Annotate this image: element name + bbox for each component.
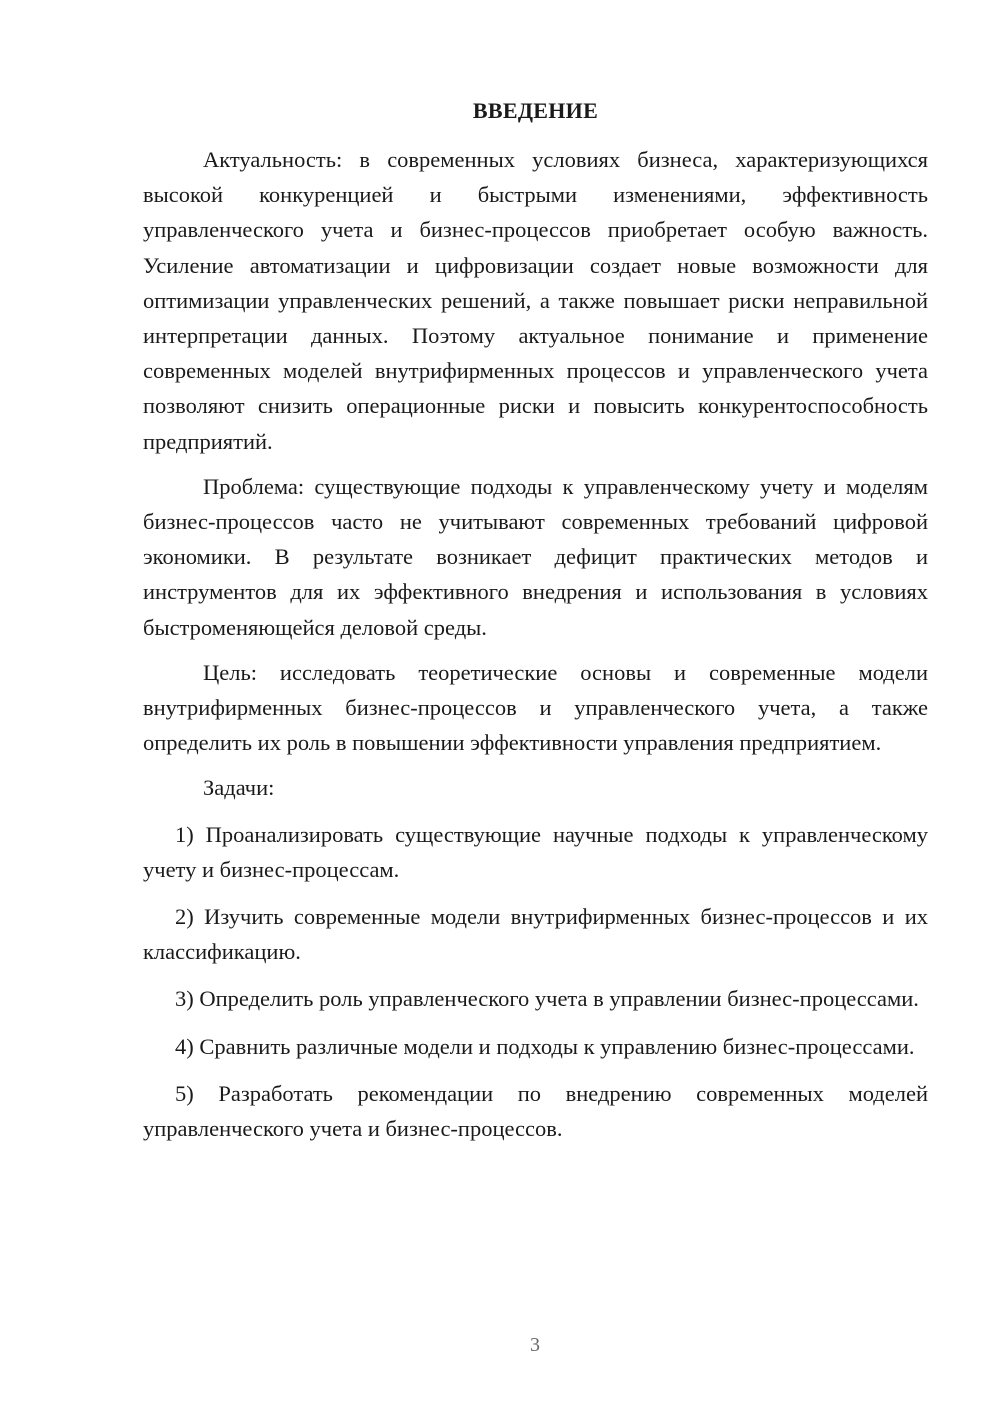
task-item-2: 2) Изучить современные модели внутрифирменных бизнес-процессов и их классификацию.: [143, 904, 928, 965]
paragraph-goal: Цель: исследовать теоретические основы и современные модели внутрифирменных бизнес-процессов и управленческого учета, а также определить их роль в повышении эффективности управления предприятием.: [143, 659, 928, 756]
task-item-5: 5) Разработать рекомендации по внедрению современных моделей управленческого учета и бизнес-процессов.: [143, 1080, 928, 1142]
tasks-heading: Задачи:: [203, 775, 275, 801]
paragraph-problem: Проблема: существующие подходы к управленческому учету и моделям бизнес-процессов часто не учитывают современных требований цифровой экономики. В результате возникает дефицит практических методов и инструментов для их эффективного внедрения и использования в условиях быстроменяющейся деловой среды.: [143, 473, 928, 640]
page-number: 3: [530, 1334, 540, 1356]
paragraph-relevance: Актуальность: в современных условиях бизнеса, характеризующихся высокой конкуренцией и быстрыми изменениями, эффективность управленческого учета и бизнес-процессов приобретает особую важность. Усиление автоматизации и цифровизации создает новые возможности для оптимизации управленческих решений, а также повышает риски неправильной интерпретации данных. Поэтому актуальное понимание и применение современных моделей внутрифирменных процессов и управленческого учета позволяют снизить операционные риски и повысить конкурентоспособность предприятий.: [143, 147, 928, 454]
document-page: [143, 96, 928, 1146]
task-item-1: 1) Проанализировать существующие научные подходы к управленческому учету и бизнес-процессам.: [143, 821, 928, 882]
task-item-3: 3) Определить роль управленческого учета в управлении бизнес-процессами.: [175, 986, 919, 1012]
section-title: ВВЕДЕНИЕ: [472, 98, 599, 123]
task-item-4: 4) Сравнить различные модели и подходы к управлению бизнес-процессами.: [175, 1033, 915, 1059]
